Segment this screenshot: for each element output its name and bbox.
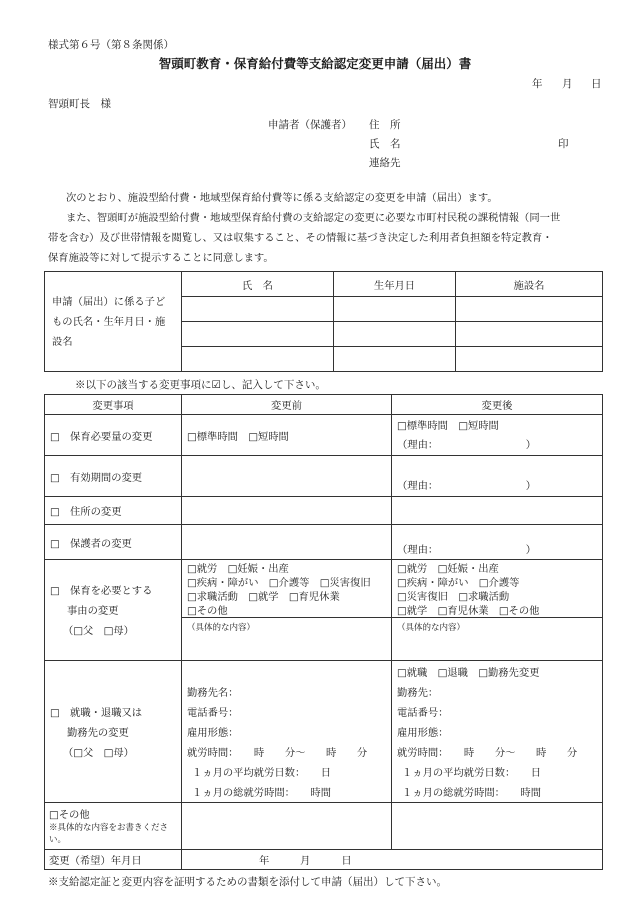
child-facility-field[interactable]: [456, 297, 603, 322]
guardian-checkbox[interactable]: □ 保護者の変更: [45, 525, 182, 560]
date-month: 月: [562, 78, 573, 90]
address-after[interactable]: [392, 497, 603, 525]
child-facility-field[interactable]: [456, 322, 603, 347]
applicant-contact-label: 連絡先: [369, 157, 401, 169]
form-number: 様式第６号（第８条関係）: [48, 39, 174, 51]
reason-before[interactable]: □就労 □妊娠・出産 □疾病・障がい □介護等 □災害復旧 □求職活動 □就学 □育児休業 □その他 （具体的な内容）: [182, 560, 392, 661]
header-after: 変更後: [392, 395, 603, 415]
care-amount-after[interactable]: □標準時間 □短時間 （理由： ）: [392, 415, 603, 456]
consent-line: 次のとおり、施設型給付費・地域型保育給付費等に係る支給認定の変更を申請（届出）ます。: [66, 192, 498, 204]
footer-note: ※支給認定証と変更内容を証明するための書類を添付して申請（届出）して下さい。: [48, 876, 447, 888]
validity-before[interactable]: [182, 456, 392, 497]
other-after[interactable]: [392, 803, 603, 850]
job-after[interactable]: □就職 □退職 □勤務先変更 勤務先： 電話番号： 雇用形態： 就労時間： 時 分～ 時 分 １ヵ月の平均就労日数： 日 １ヵ月の総就労時間： 時間: [392, 661, 603, 803]
child-row-label: 申請（届出）に係る子ど もの氏名・生年月日・施 設名: [45, 272, 182, 372]
child-name-field[interactable]: [182, 322, 334, 347]
job-before[interactable]: 勤務先名： 電話番号： 雇用形態： 就労時間： 時 分～ 時 分 １ヵ月の平均就労日数： 日 １ヵ月の総就労時間： 時間: [182, 661, 392, 803]
addressee: 智頭町長 様: [48, 98, 111, 110]
guardian-before[interactable]: [182, 525, 392, 560]
child-facility-field[interactable]: [456, 347, 603, 372]
applicant-name-label: 氏 名: [369, 138, 401, 150]
reason-checkbox[interactable]: □ 保育を必要とする 事由の変更 （□父 □母）: [45, 560, 182, 661]
child-name-field[interactable]: [182, 347, 334, 372]
seal-mark: 印: [558, 138, 569, 150]
date-year: 年: [532, 78, 543, 90]
other-before[interactable]: [182, 803, 392, 850]
care-amount-checkbox[interactable]: □ 保育必要量の変更: [45, 415, 182, 456]
change-date-label: 変更（希望）年月日: [45, 850, 182, 870]
address-before[interactable]: [182, 497, 392, 525]
child-name-field[interactable]: [182, 297, 334, 322]
consent-line: 保育施設等に対して提示することに同意します。: [48, 252, 274, 264]
child-name-header: 氏 名: [182, 272, 334, 297]
header-change-item: 変更事項: [45, 395, 182, 415]
date-day: 日: [591, 78, 602, 90]
child-birthdate-field[interactable]: [334, 322, 456, 347]
change-date-field[interactable]: 年 月 日: [182, 850, 603, 870]
consent-line: 帯を含む）及び世帯情報を閲覧し、又は収集すること、その情報に基づき決定した利用者負担額を特定教育・: [48, 232, 553, 244]
address-checkbox[interactable]: □ 住所の変更: [45, 497, 182, 525]
other-checkbox[interactable]: □その他 ※具体的な内容をお書きください。: [45, 803, 182, 850]
child-table: [44, 271, 603, 372]
child-birthdate-header: 生年月日: [334, 272, 456, 297]
guardian-after[interactable]: （理由： ）: [392, 525, 603, 560]
header-before: 変更前: [182, 395, 392, 415]
validity-checkbox[interactable]: □ 有効期間の変更: [45, 456, 182, 497]
applicant-address-label: 住 所: [369, 119, 401, 131]
child-birthdate-field[interactable]: [334, 347, 456, 372]
validity-after[interactable]: （理由： ）: [392, 456, 603, 497]
consent-line: また、智頭町が施設型給付費・地域型保育給付費の支給認定の変更に必要な市町村民税の課税情報（同一世: [66, 212, 561, 224]
instruction: ※以下の該当する変更事項に☑し、記入して下さい。: [75, 379, 326, 391]
job-checkbox[interactable]: □ 就職・退職又は 勤務先の変更 （□父 □母）: [45, 661, 182, 803]
change-table: [44, 394, 603, 870]
reason-after[interactable]: □就労 □妊娠・出産 □疾病・障がい □介護等 □災害復旧 □求職活動 □就学 □育児休業 □その他 （具体的な内容）: [392, 560, 603, 661]
child-birthdate-field[interactable]: [334, 297, 456, 322]
applicant-label: 申請者（保護者）: [268, 119, 352, 131]
page-title: 智頭町教育・保育給付費等支給認定変更申請（届出）書: [158, 56, 472, 71]
consent-text: [48, 188, 603, 268]
care-amount-before[interactable]: □標準時間 □短時間: [182, 415, 392, 456]
child-facility-header: 施設名: [456, 272, 603, 297]
